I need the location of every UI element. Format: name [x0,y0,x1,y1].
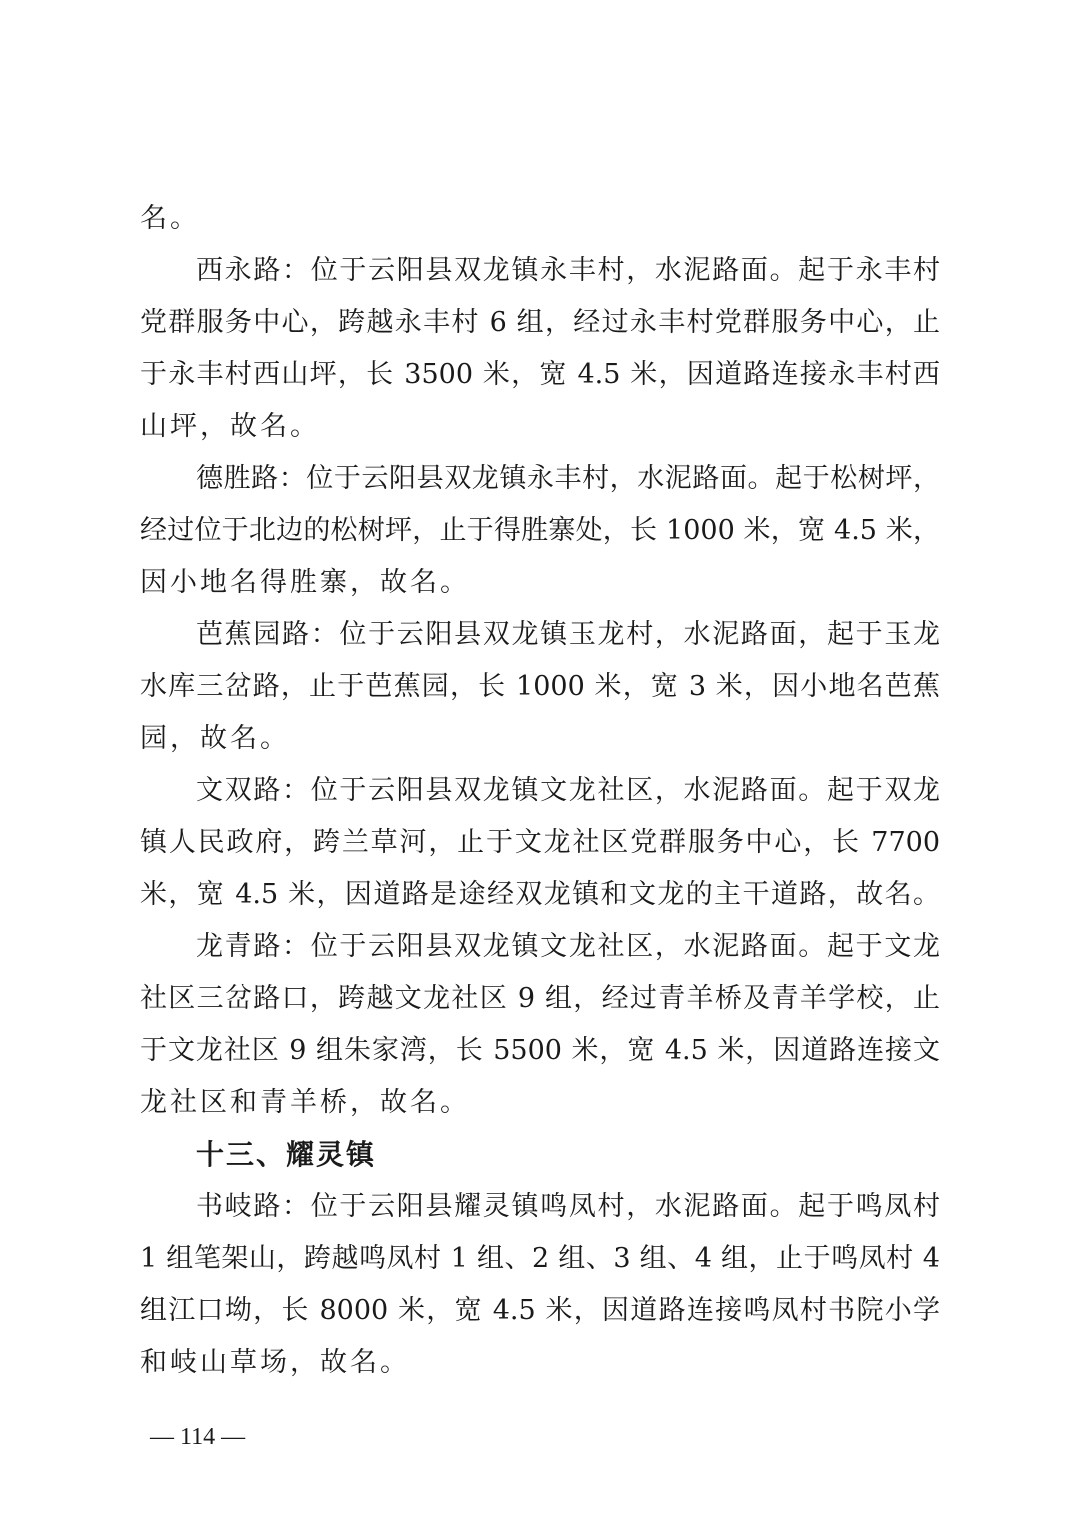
text-line: 米，宽 4.5 米，因道路是途经双龙镇和文龙的主干道路，故名。 [140,879,940,910]
section-heading-yaoling-town: 十三、耀灵镇 [196,1138,377,1171]
text-line: 因小地名得胜寨，故名。 [140,567,470,598]
text-line: 于永丰村西山坪，长 3500 米，宽 4.5 米，因道路连接永丰村西 [140,359,940,390]
text-line: 水库三岔路，止于芭蕉园，长 1000 米，宽 3 米，因小地名芭蕉 [140,671,940,702]
entry-shuqi-road: 书岐路：位于云阳县耀灵镇鸣凤村，水泥路面。起于鸣凤村 [196,1191,940,1222]
text-line: 园，故名。 [140,723,290,754]
entry-desheng-road: 德胜路：位于云阳县双龙镇永丰村，水泥路面。起于松树坪， [196,463,940,494]
page-number: — 114 — [150,1424,246,1450]
entry-longqing-road: 龙青路：位于云阳县双龙镇文龙社区，水泥路面。起于文龙 [196,931,940,962]
text-line: 经过位于北边的松树坪，止于得胜寨处，长 1000 米，宽 4.5 米， [140,515,940,546]
text-line: 社区三岔路口，跨越文龙社区 9 组，经过青羊桥及青羊学校，止 [140,983,940,1014]
text-line: 山坪，故名。 [140,411,320,442]
text-line: 1 组笔架山，跨越鸣凤村 1 组、2 组、3 组、4 组，止于鸣凤村 4 [140,1243,940,1274]
text-line: 名。 [140,203,200,234]
text-line: 龙社区和青羊桥，故名。 [140,1087,470,1118]
text-line: 于文龙社区 9 组朱家湾，长 5500 米，宽 4.5 米，因道路连接文 [140,1035,940,1066]
entry-bajiaoyuan-road: 芭蕉园路：位于云阳县双龙镇玉龙村，水泥路面，起于玉龙 [196,619,940,650]
entry-xiyong-road: 西永路：位于云阳县双龙镇永丰村，水泥路面。起于永丰村 [196,255,940,286]
text-line: 党群服务中心，跨越永丰村 6 组，经过永丰村党群服务中心，止 [140,307,940,338]
text-line: 和岐山草场，故名。 [140,1347,410,1378]
entry-wenshuang-road: 文双路：位于云阳县双龙镇文龙社区，水泥路面。起于双龙 [196,775,940,806]
text-line: 组江口坳，长 8000 米，宽 4.5 米，因道路连接鸣凤村书院小学 [140,1295,940,1326]
text-line: 镇人民政府，跨兰草河，止于文龙社区党群服务中心，长 7700 [140,827,940,858]
